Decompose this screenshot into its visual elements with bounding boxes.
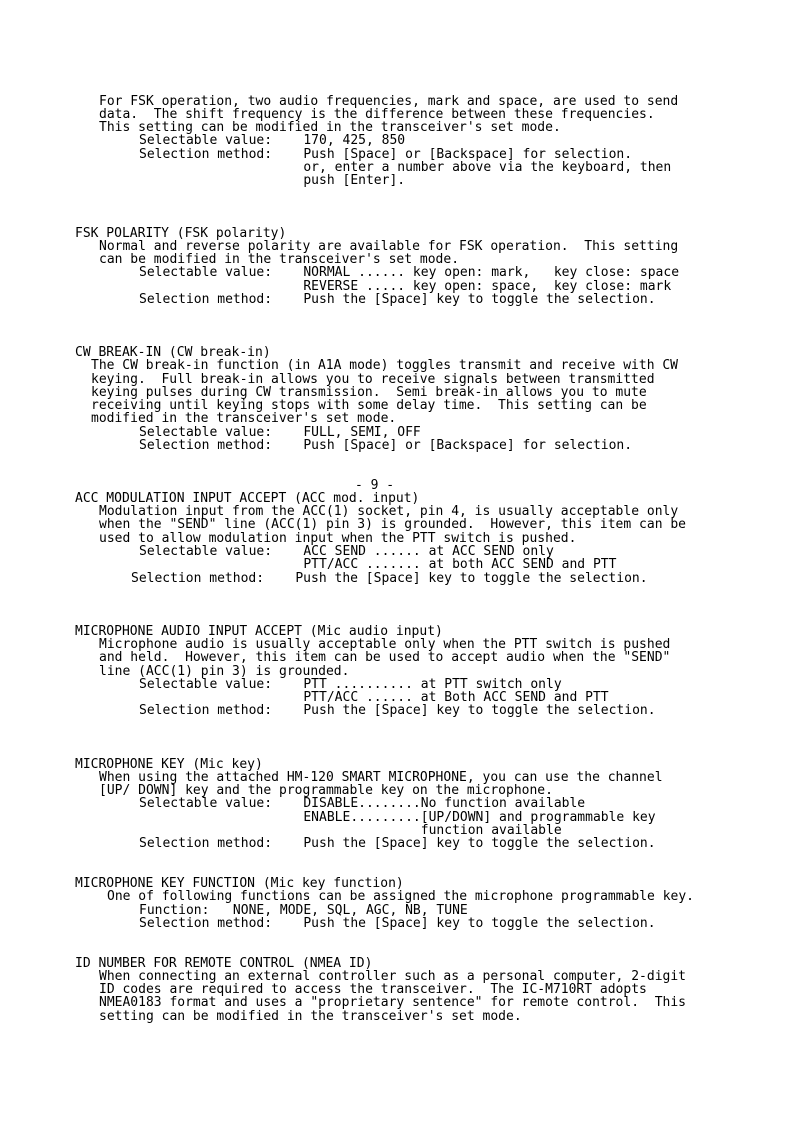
section-heading: CW BREAK-IN (CW break-in)	[75, 345, 271, 360]
body-line: keying. Full break-in allows you to receive signals between transmitted	[91, 372, 655, 387]
field-line: Selectable value: 170, 425, 850	[139, 133, 406, 148]
body-line: This setting can be modified in the transceiver's set mode.	[99, 120, 561, 135]
field-line: Selectable value: PTT .......... at PTT switch only	[139, 677, 562, 692]
field-line: function available	[139, 823, 562, 838]
body-line: receiving until keying stops with some delay time. This setting can be	[91, 398, 647, 413]
field-line: Selectable value: NORMAL ...... key open: mark, key close: space	[139, 265, 680, 280]
body-line: ID codes are required to access the transceiver. The IC-M710RT adopts	[99, 982, 647, 997]
body-line: [UP/ DOWN] key and the programmable key on the microphone.	[99, 783, 553, 798]
field-line: PTT/ACC ....... at both ACC SEND and PTT	[139, 557, 617, 572]
body-line: modified in the transceiver's set mode.	[91, 411, 397, 426]
body-line: For FSK operation, two audio frequencies, mark and space, are used to send	[99, 94, 679, 109]
body-line: used to allow modulation input when the PTT switch is pushed.	[99, 531, 577, 546]
section-heading: ID NUMBER FOR REMOTE CONTROL (NMEA ID)	[75, 956, 373, 971]
section-heading: MICROPHONE KEY FUNCTION (Mic key function)	[75, 876, 404, 891]
body-line: line (ACC(1) pin 3) is grounded.	[99, 664, 350, 679]
section-heading: MICROPHONE AUDIO INPUT ACCEPT (Mic audio input)	[75, 624, 443, 639]
field-line: Selection method: Push [Space] or [Backspace] for selection.	[139, 147, 633, 162]
body-line: Microphone audio is usually acceptable only when the PTT switch is pushed	[99, 637, 671, 652]
section-heading: MICROPHONE KEY (Mic key)	[75, 757, 263, 772]
body-line: keying pulses during CW transmission. Semi break-in allows you to mute	[91, 385, 647, 400]
body-line: The CW break-in function (in A1A mode) toggles transmit and receive with CW	[91, 358, 678, 373]
field-line: or, enter a number above via the keyboard, then	[139, 160, 672, 175]
field-line: Selectable value: ACC SEND ...... at ACC SEND only	[139, 544, 554, 559]
field-line: Selectable value: DISABLE........No function available	[139, 796, 586, 811]
body-line: can be modified in the transceiver's set mode.	[99, 252, 460, 267]
field-line: Selectable value: FULL, SEMI, OFF	[139, 425, 421, 440]
body-line: NMEA0183 format and uses a "proprietary sentence" for remote control. This	[99, 995, 686, 1010]
page-number: - 9 -	[355, 478, 395, 493]
section-heading: FSK POLARITY (FSK polarity)	[75, 226, 287, 241]
body-line: Modulation input from the ACC(1) socket, pin 4, is usually acceptable only	[99, 504, 679, 519]
section-heading: ACC MODULATION INPUT ACCEPT (ACC mod. input)	[75, 491, 420, 506]
field-line: push [Enter].	[139, 173, 406, 188]
body-line: Normal and reverse polarity are available for FSK operation. This setting	[99, 239, 679, 254]
field-line: PTT/ACC ...... at Both ACC SEND and PTT	[139, 690, 609, 705]
field-line: ENABLE.........[UP/DOWN] and programmable key	[139, 810, 656, 825]
body-line: and held. However, this item can be used to accept audio when the "SEND"	[99, 650, 671, 665]
field-line: Selection method: Push the [Space] key to toggle the selection.	[139, 836, 656, 851]
field-line: Selection method: Push [Space] or [Backspace] for selection.	[139, 438, 633, 453]
field-line: Selection method: Push the [Space] key to toggle the selection.	[139, 703, 656, 718]
field-line: Selection method: Push the [Space] key to toggle the selection.	[139, 916, 656, 931]
body-line: when the "SEND" line (ACC(1) pin 3) is grounded. However, this item can be	[99, 517, 686, 532]
body-line: When connecting an external controller such as a personal computer, 2-digit	[99, 969, 686, 984]
field-line: Selection method: Push the [Space] key to toggle the selection.	[131, 571, 648, 586]
field-line: REVERSE ..... key open: space, key close: mark	[139, 279, 672, 294]
body-line: data. The shift frequency is the difference between these frequencies.	[99, 107, 655, 122]
field-line: Function: NONE, MODE, SQL, AGC, NB, TUNE	[139, 903, 468, 918]
body-line: setting can be modified in the transceiver's set mode.	[99, 1009, 522, 1024]
body-line: When using the attached HM-120 SMART MICROPHONE, you can use the channel	[99, 770, 663, 785]
field-line: Selection method: Push the [Space] key to toggle the selection.	[139, 292, 656, 307]
body-line: One of following functions can be assigned the microphone programmable key.	[107, 889, 694, 904]
